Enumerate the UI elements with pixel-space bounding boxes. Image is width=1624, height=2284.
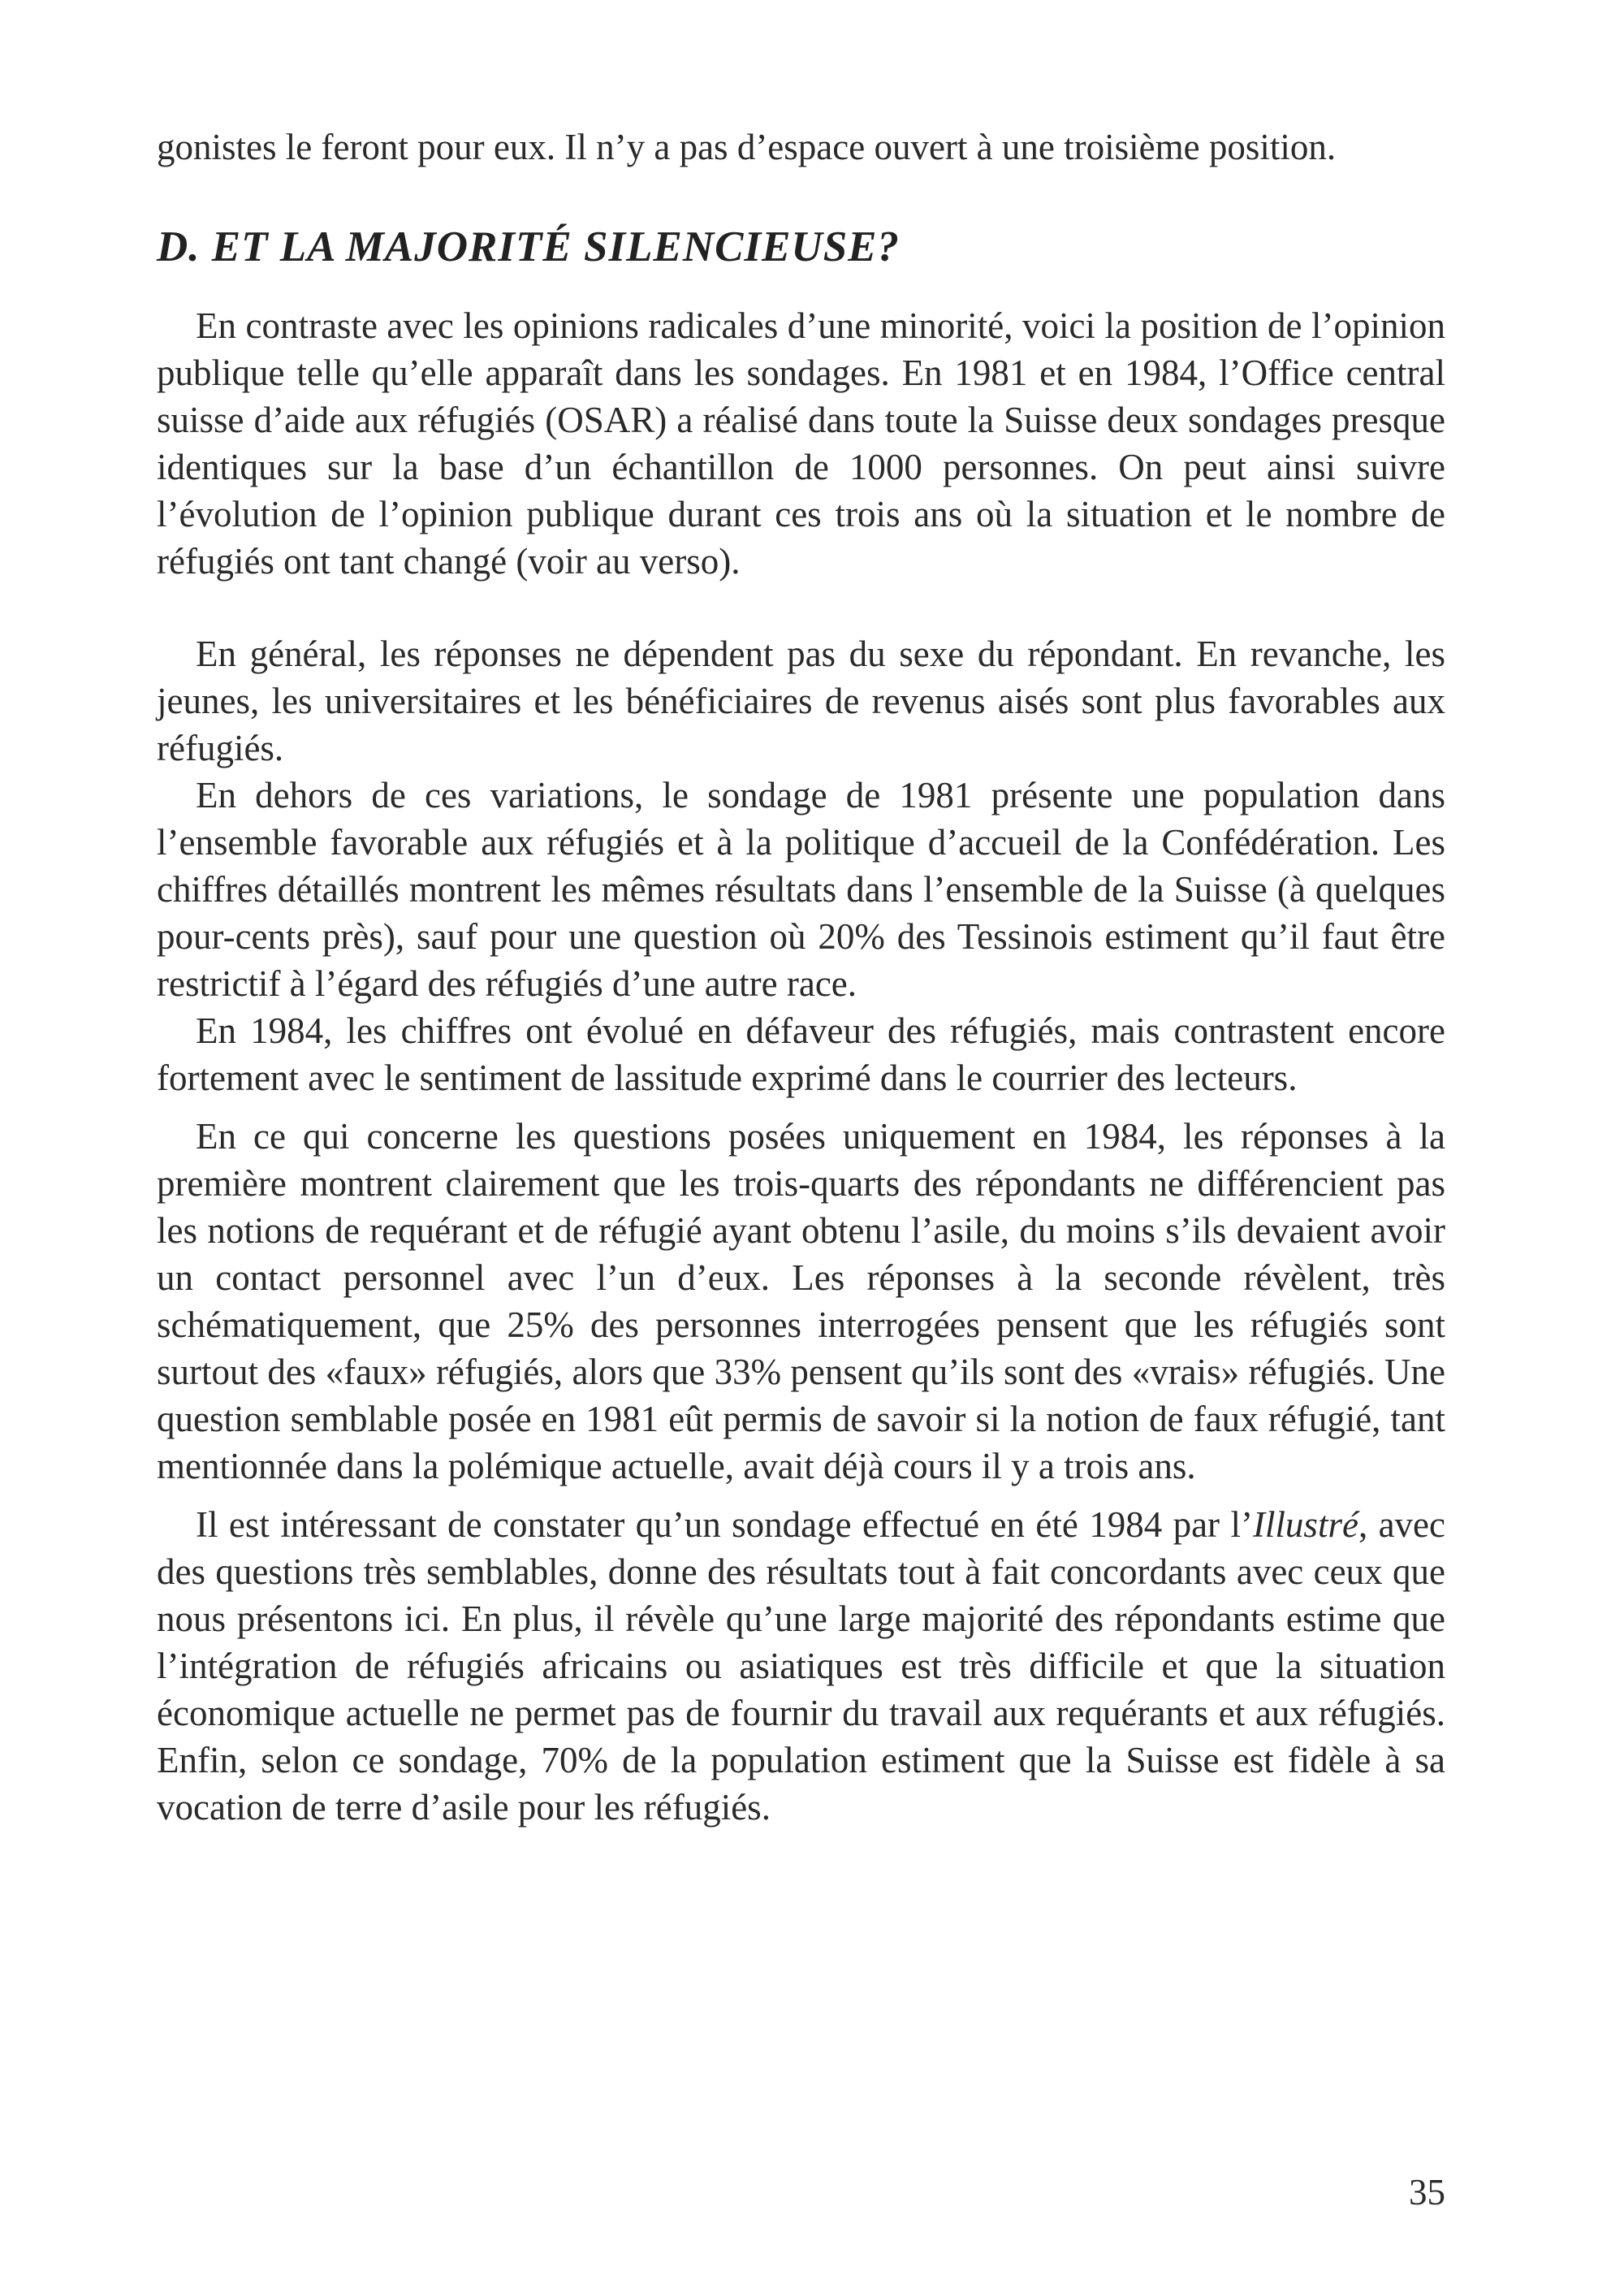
paragraph-general: En général, les réponses ne dépendent pas du sexe du répondant. En revanche, les jeunes, les universitaires et les bénéficiaires de revenus aisés sont plus favorables aux réfugiés. <box>157 634 1445 768</box>
illustre-title: Illustré <box>1252 1504 1358 1545</box>
illustre-text-after: , avec des questions très semblables, donne des résultats tout à fait concordants avec ceux que nous présentons ici. En plus, il révèle qu’une large majorité des répondants estime que l’intégration de réfugiés africains ou asiatiques est très difficile et que la situation économique actuelle ne permet pas de fournir du travail aux requérants et aux réfugiés. Enfin, selon ce sondage, 70% de la population estiment que la Suisse est fidèle à sa vocation de terre d’asile pour les réfugiés. <box>157 1504 1446 1828</box>
page-body <box>157 123 1445 1831</box>
opening-paragraph: gonistes le feront pour eux. Il n’y a pas d’espace ouvert à une troisième position. <box>157 127 1337 167</box>
illustre-text-before: Il est intéressant de constater qu’un sondage effectué en été 1984 par l’ <box>196 1504 1253 1545</box>
paragraph-1981: En dehors de ces variations, le sondage de 1981 présente une population dans l’ensemble favorable aux réfugiés et à la politique d’accueil de la Confédération. Les chiffres détaillés montrent les mêmes résultats dans l’ensemble de la Suisse (à quelques pour-cents près), sauf pour une question où 20% des Tessinois estiment qu’il faut être restrictif à l’égard des réfugiés d’une autre race. <box>157 775 1445 1004</box>
section-heading: D. ET LA MAJORITÉ SILENCIEUSE? <box>157 223 901 270</box>
paragraph-survey-intro: En contraste avec les opinions radicales d’une minorité, voici la position de l’opinion publique telle qu’elle apparaît dans les sondages. En 1981 et en 1984, l’Office central suisse d’aide aux réfugiés (OSAR) a réalisé dans toute la Suisse deux sondages presque identiques sur la base d’un échantillon de 1000 personnes. On peut ainsi suivre l’évolution de l’opinion publique durant ces trois ans où la situation et le nombre de réfugiés ont tant changé (voir au verso). <box>157 305 1445 582</box>
paragraph-questions-1984: En ce qui concerne les questions posées uniquement en 1984, les réponses à la première montrent clairement que les trois-quarts des répondants ne différencient pas les notions de requérant et de réfugié ayant obtenu l’asile, du moins s’ils devaient avoir un contact personnel avec l’un d’eux. Les réponses à la seconde révèlent, très schématiquement, que 25% des personnes interrogées pensent que les réfugiés sont surtout des «faux» réfugiés, alors que 33% pensent qu’ils sont des «vrais» réfugiés. Une question semblable posée en 1981 eût permis de savoir si la notion de faux réfugié, tant mentionnée dans la polémique actuelle, avait déjà cours il y a trois ans. <box>157 1116 1445 1486</box>
page-number: 35 <box>1409 2172 1445 2213</box>
paragraph-illustre <box>157 1501 1445 1831</box>
paragraph-1984: En 1984, les chiffres ont évolué en défaveur des réfugiés, mais contrastent encore fortement avec le sentiment de lassitude exprimé dans le courrier des lecteurs. <box>157 1010 1445 1098</box>
